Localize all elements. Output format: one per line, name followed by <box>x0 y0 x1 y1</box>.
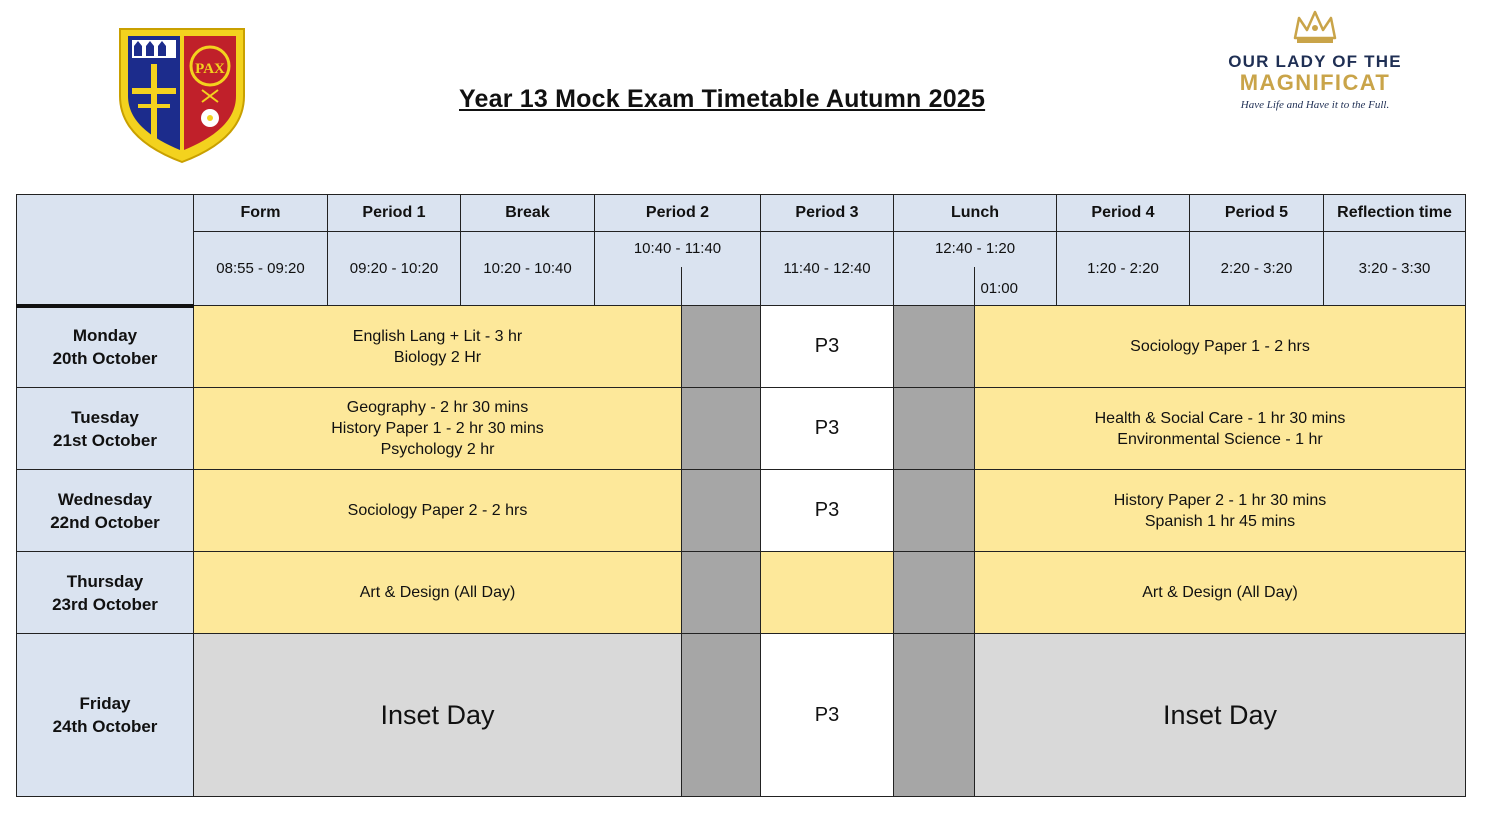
morning-exams <box>194 388 682 470</box>
day-label: Wednesday 22nd October <box>17 470 194 552</box>
period-name: Period 2 <box>595 195 761 232</box>
period-time: 09:20 - 10:20 <box>328 232 461 306</box>
exam-line: Environmental Science - 1 hr <box>1117 430 1323 448</box>
blocked-cell <box>682 388 761 470</box>
lunch-split-time: 01:00 <box>980 280 1018 297</box>
table-row <box>17 388 1466 470</box>
period-2-divider <box>681 267 682 305</box>
afternoon-exams <box>975 306 1466 388</box>
brand-tagline: Have Life and Have it to the Full. <box>1240 99 1390 111</box>
blocked-cell <box>894 306 975 388</box>
table-row <box>17 552 1466 634</box>
exam-line: History Paper 2 - 1 hr 30 mins <box>1113 491 1327 509</box>
afternoon-exams <box>975 388 1466 470</box>
period-name: Period 4 <box>1057 195 1190 232</box>
period-name: Period 3 <box>761 195 894 232</box>
blocked-cell <box>894 552 975 634</box>
exam-line: English Lang + Lit - 3 hr <box>352 327 523 345</box>
table-row <box>17 634 1466 797</box>
period-name: Reflection time <box>1324 195 1466 232</box>
inset-day-afternoon: Inset Day <box>975 634 1466 797</box>
table-row <box>17 470 1466 552</box>
period-2-time: 10:40 - 11:40 <box>633 240 722 257</box>
period-time: 3:20 - 3:30 <box>1324 232 1466 306</box>
blocked-cell <box>682 306 761 388</box>
day-label: Friday 24th October <box>17 634 194 797</box>
day-label: Tuesday 21st October <box>17 388 194 470</box>
exam-line: Sociology Paper 2 - 2 hrs <box>347 502 528 519</box>
period-time: 11:40 - 12:40 <box>761 232 894 306</box>
period-time <box>595 232 761 306</box>
day-label: Monday 20th October <box>17 306 194 388</box>
crest-pax-text: PAX <box>195 61 225 77</box>
morning-exams <box>194 470 682 552</box>
inset-day-morning: Inset Day <box>194 634 682 797</box>
period-name: Lunch <box>894 195 1057 232</box>
blocked-cell <box>682 552 761 634</box>
period-name: Period 1 <box>328 195 461 232</box>
exam-timetable <box>16 194 1466 797</box>
exam-line: Art & Design (All Day) <box>1142 584 1298 601</box>
table-row <box>17 306 1466 388</box>
school-crest-logo <box>118 26 246 164</box>
lunch-time: 12:40 - 1:20 <box>934 240 1016 257</box>
period-3-cell: P3 <box>761 634 894 797</box>
period-name: Period 5 <box>1190 195 1324 232</box>
header-corner-cell <box>17 195 194 306</box>
period-3-cell: P3 <box>761 388 894 470</box>
day-label: Thursday 23rd October <box>17 552 194 634</box>
exam-line: Sociology Paper 1 - 2 hrs <box>1130 338 1310 355</box>
period-time: 1:20 - 2:20 <box>1057 232 1190 306</box>
period-name: Form <box>194 195 328 232</box>
period-3-cell: P3 <box>761 306 894 388</box>
period-name: Break <box>461 195 595 232</box>
exam-line: Geography - 2 hr 30 mins <box>346 399 529 416</box>
afternoon-exams <box>975 470 1466 552</box>
period-time: 2:20 - 3:20 <box>1190 232 1324 306</box>
period-time: 08:55 - 09:20 <box>194 232 328 306</box>
exam-line: Health & Social Care - 1 hr 30 mins <box>1094 409 1346 427</box>
period-time <box>894 232 1057 306</box>
crown-icon <box>1291 8 1339 48</box>
blocked-cell <box>682 634 761 797</box>
morning-exams <box>194 552 682 634</box>
blocked-cell <box>894 388 975 470</box>
exam-line: Psychology 2 hr <box>380 441 495 458</box>
period-3-cell: P3 <box>761 470 894 552</box>
brand-line-2: MAGNIFICAT <box>1239 70 1391 95</box>
page-title: Year 13 Mock Exam Timetable Autumn 2025 <box>459 85 986 113</box>
morning-exams <box>194 306 682 388</box>
blocked-cell <box>682 470 761 552</box>
afternoon-exams <box>975 552 1466 634</box>
exam-line: Spanish 1 hr 45 mins <box>1144 512 1296 530</box>
exam-line: Art & Design (All Day) <box>359 584 516 601</box>
exam-line: History Paper 1 - 2 hr 30 mins <box>331 420 544 437</box>
blocked-cell <box>894 470 975 552</box>
exam-line: Biology 2 Hr <box>393 348 482 366</box>
period-3-cell <box>761 552 894 634</box>
period-time: 10:20 - 10:40 <box>461 232 595 306</box>
blocked-cell <box>894 634 975 797</box>
school-brand-logo <box>1210 8 1420 111</box>
brand-line-1: OUR LADY OF THE <box>1228 52 1402 71</box>
lunch-divider <box>974 267 975 305</box>
